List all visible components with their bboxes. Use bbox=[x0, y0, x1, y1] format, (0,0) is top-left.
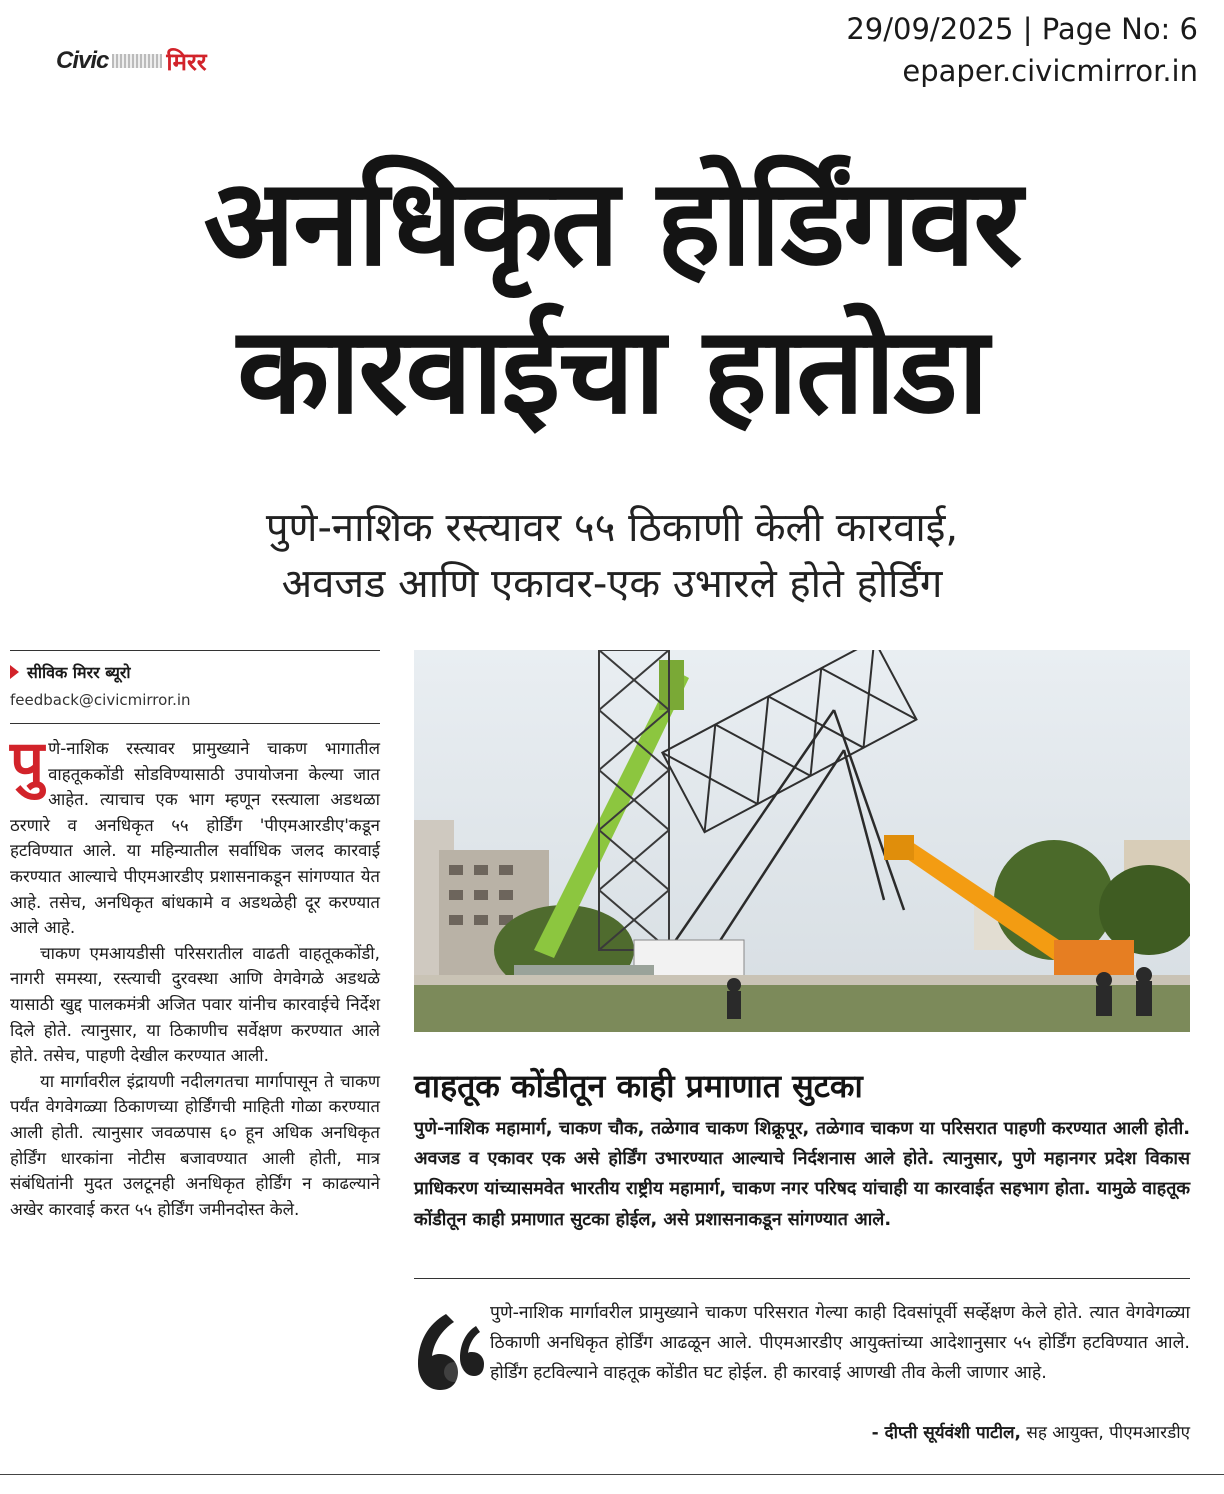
article-paragraph-3: या मार्गावरील इंद्रायणी नदीलगतचा मार्गापासून ते चाकण पर्यंत वेगवेगळ्या ठिकाणच्या होर्डिंगची माहिती गोळा करण्यात आली होती. त्यानुसार जवळपास ६० हून अधिक अनधिकृत होर्डिंग धारकांना नोटीस बजावण्यात आली होती, मात्र संबंधितांनी मुदत उलटूनही अनधिकृत होर्डिंग न काढल्याने अखेर कारवाई करत ५५ होर्डिंग जमीनदोस्त केले. bbox=[10, 1070, 380, 1219]
subhead-line-2: अवजड आणि एकावर-एक उभारले होते होर्डिंग bbox=[281, 561, 943, 607]
epaper-site-link[interactable]: epaper.civicmirror.in bbox=[902, 54, 1198, 88]
logo-divider bbox=[112, 54, 162, 68]
byline-email[interactable]: feedback@civicmirror.in bbox=[10, 691, 191, 709]
news-photo-hoarding-demolition bbox=[414, 650, 1190, 1032]
article-body bbox=[10, 728, 380, 1222]
section-title: वाहतूक कोंडीतून काही प्रमाणात सुटका bbox=[414, 1067, 863, 1105]
dropcap: पु bbox=[10, 728, 45, 798]
logo-civic-text: Civic bbox=[56, 47, 109, 74]
headline-line-2: कारवाईचा हातोडा bbox=[237, 302, 987, 441]
quote-attribution bbox=[872, 1420, 1190, 1443]
pull-quote-text: पुणे-नाशिक मार्गावरील प्रामुख्याने चाकण परिसरात गेल्या काही दिवसांपूर्वी सर्व्हेक्षण केले होते. त्यात वेगवेगळ्या ठिकाणी अनधिकृत होर्डिंग आढळून आले. पीएमआरडीए आयुक्तांच्या आदेशानुसार ५५ होर्डिंग हटविण्यात आले. होर्डिंग हटविल्याने वाहतूक कोंडीत घट होईल. ही कारवाई आणखी तीव केली जाणार आहे. bbox=[490, 1303, 1190, 1383]
article-paragraph-2: चाकण एमआयडीसी परिसरातील वाढती वाहतूककोंडी, नागरी समस्या, रस्त्याची दुरवस्था आणि वेगवेगळे अडथळे यासाठी खुद्द पालकमंत्री अजित पवार यांनीच कारवाईचे निर्देश दिले होते. त्यानुसार, या ठिकाणीच सर्वेक्षण करण्यात आले होते. तसेच, पाहणी देखील करण्यात आली. bbox=[10, 942, 380, 1066]
section-body: पुणे-नाशिक महामार्ग, चाकण चौक, तळेगाव चाकण शिक्रूपूर, तळेगाव चाकण या परिसरात पाहणी करण्यात आली होती. अवजड व एकावर एक असे होर्डिंग उभारण्यात आल्याचे निर्दशनास आले होते. त्यानुसार, पुणे महानगर प्रदेश विकास प्राधिकरण यांच्यासमवेत भारतीय राष्ट्रीय महामार्ग, चाकण नगर परिषद यांचाही या कारवाईत सहभाग होता. यामुळे वाहतूक कोंडीतून काही प्रमाणात सुटका होईल, असे प्रशासनाकडून सांगण्यात आले. bbox=[414, 1118, 1190, 1230]
article-column bbox=[10, 650, 380, 1222]
byline-top-rule bbox=[10, 650, 380, 651]
subhead-line-1: पुणे-नाशिक रस्त्यावर ५५ ठिकाणी केली कारवाई, bbox=[265, 505, 959, 551]
subheadline bbox=[40, 500, 1184, 612]
quote-author-role: सह आयुक्त, पीएमआरडीए bbox=[1026, 1423, 1190, 1443]
page-headline bbox=[20, 150, 1204, 446]
byline bbox=[10, 661, 380, 683]
red-triangle-icon bbox=[10, 665, 19, 679]
page-bottom-rule bbox=[0, 1474, 1224, 1475]
civic-mirror-logo bbox=[56, 46, 207, 76]
quote-author: - दीप्ती सूर्यवंशी पाटील, bbox=[871, 1423, 1021, 1443]
edition-info bbox=[846, 8, 1198, 92]
quote-mark-icon bbox=[414, 1306, 484, 1396]
logo-mirror-text: मिरर bbox=[166, 47, 207, 76]
byline-name: सीविक मिरर ब्यूरो bbox=[27, 663, 131, 682]
headline-line-1: अनधिकृत होर्डिंगवर bbox=[203, 154, 1021, 293]
date-page: 29/09/2025 | Page No: 6 bbox=[846, 12, 1198, 46]
article-paragraph-1: पुणे-नाशिक रस्त्यावर प्रामुख्याने चाकण भागातील वाहतूककोंडी सोडविण्यासाठी उपायोजना केल्या जात आहेत. त्याचाच एक भाग म्हणून रस्त्याला अडथळा ठरणारे व अनधिकृत ५५ होर्डिंग 'पीएमआरडीए'कडून हटविण्यात आले. या महिन्यातील सर्वाधिक जलद कारवाई करण्यात आल्याचे पीएमआरडीए प्रशासनाकडून सांगण्यात येत आहे. तसेच, अनधिकृत बांधकामे व अडथळेही दूर करण्यात आले आहे. bbox=[10, 728, 380, 938]
quote-top-rule bbox=[414, 1278, 1190, 1279]
byline-bottom-rule bbox=[10, 723, 380, 724]
